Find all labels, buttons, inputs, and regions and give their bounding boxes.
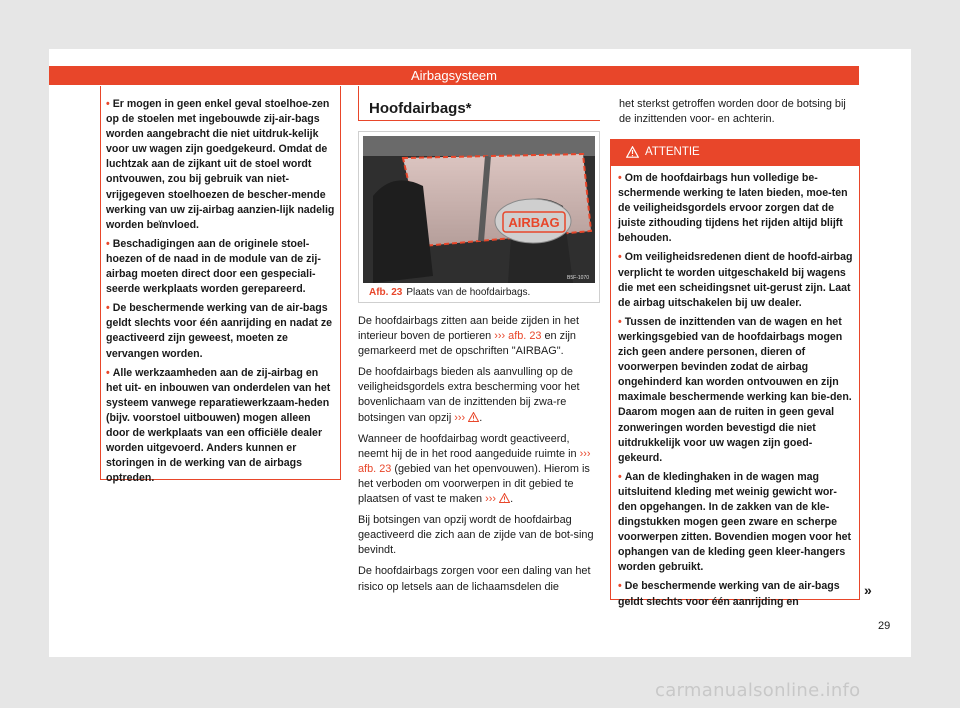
list-item: • Om veiligheidsredenen dient de hoofd-airbag verplicht te worden uitgeschakeld bij wagens die met een scheidingsnet uit-gerust zijn. Laat de airbag uitschakelen bij uw dealer. [618,251,853,309]
section-header: Airbagsysteem [49,66,859,85]
watermark: carmanualsonline.info [655,680,861,701]
warning-link[interactable]: ››› [485,493,510,505]
list-item: • Beschadigingen aan de originele stoel-hoezen of de naad in de module van de zij-airbag moeten direct door een gespeciali-seerde werkplaats worden gerepareerd. [106,237,321,296]
attention-title: ATTENTIE [645,146,700,158]
figure-label: Afb. 23 [369,287,403,298]
figure-link[interactable]: ››› afb. 23 [358,447,591,475]
list-item: • De beschermende werking van de air-bags geldt slechts voor één aanrijding en [618,580,840,608]
continue-mark: » [864,582,872,598]
list-item: • Aan de kledinghaken in de wagen mag uitsluitend kleding met weinig gewicht wor-den opgehangen. In de zakken van de kle-dingstukken mogen geen zware en scherpe voorwerpen zitten. Bovendien mogen voor het ophangen van de kleding geen kleer-hangers worden gebruikt. [618,470,852,574]
paragraph: Bij botsingen van opzij wordt de hoofdairbag geactiveerd die zich aan de zijde van de bot-sing bevindt. [358,514,594,557]
list-item: • Er mogen in geen enkel geval stoelhoe-zen op de stoelen met ingebouwde zij-air-bags worden aangebracht die niet uitdruk-kelijk voor uw wagen zijn goedgekeurd. Omdat de luchtzak aan de zijkant uit de stoel wordt ontvouwen, zou bij gebruik van niet-vrijgegeven stoelhoezen de bescher-mende werking van uw zij-airbag aanzien-lijk nadelig worden beïnvloed. [106,98,335,231]
figure-link[interactable]: ››› afb. 23 [494,330,542,343]
airbag-label: AIRBAG [508,215,560,230]
warning-link[interactable]: ››› [454,412,479,424]
attention-header [610,139,860,166]
paragraph: Wanneer de hoofdairbag wordt geactiveerd, neemt hij de in het rood aangeduide ruimte in ››› afb. 23 (gebied van het openvouwen). Hierom is het verboden om voorwerpen in dit gebied te plaatsen of vast te maken ››› . [358,432,591,506]
airbag-photo [363,136,595,283]
paragraph: De hoofdairbags zitten aan beide zijden in het interieur boven de portieren ››› afb. 23 en zijn gemarkeerd met de opschriften "AIRBAG". [358,315,579,358]
left-warning-text [106,97,336,490]
warning-triangle-icon [499,493,510,503]
figure-code: B5F-1070 [567,275,589,281]
warning-triangle-icon [468,412,479,422]
caption-text: Plaats van de hoofdairbags. [406,287,531,298]
figure-caption [369,287,530,298]
list-item: • De beschermende werking van de air-bags geldt slechts voor één aanrijding en nadat ze geactiveerd zijn geweest, moeten ze vervangen worden. [106,302,333,360]
middle-body [358,314,602,601]
section-heading: Hoofdairbags* [369,100,472,117]
right-intro: het sterkst getroffen worden door de botsing bij de inzittenden voor- en achterin. [619,98,846,126]
car-interior-illustration [363,136,595,283]
attention-text [618,171,854,614]
paragraph: De hoofdairbags bieden als aanvulling op de veiligheidsgordels extra bescherming voor het bovenlichaam van de inzittenden bij zwa-re botsingen van opzij ››› . [358,366,580,424]
page-number: 29 [878,620,891,632]
list-item: • Tussen de inzittenden van de wagen en het werkingsgebied van de hoofdairbags mogen zich geen andere personen, dieren of voorwerpen bevinden zodat de airbag ongehinderd kan worden ontvouwen en zijn maximale beschermende werking kan bie-den. Daarom mogen aan de ruiten in geen geval zonweringen worden bevestigd die niet uitdrukkelijk voor uw wagen zijn goed-gekeurd. [618,315,852,464]
paragraph: De hoofdairbags zorgen voor een daling van het risico op letsels aan de lichaamsdelen die [358,565,591,593]
list-item: • Om de hoofdairbags hun volledige be-schermende werking te laten bieden, moe-ten de veiligheidsgordels ervoor zorgen dat de juiste zithouding tijdens het rijden altijd blijft behouden. [618,172,848,245]
list-item: • Alle werkzaamheden aan de zij-airbag en het uit- en inbouwen van onderdelen van het systeem vanwege reparatiewerkzaam-heden (bijv. voorstoel uitbouwen) mogen alleen door de werkplaats van een officiële dealer worden uitgevoerd. Anders kunnen er storingen in de werking van de airbags optreden. [106,366,331,485]
figure-head-airbags [358,131,600,303]
warning-triangle-icon [626,146,639,158]
